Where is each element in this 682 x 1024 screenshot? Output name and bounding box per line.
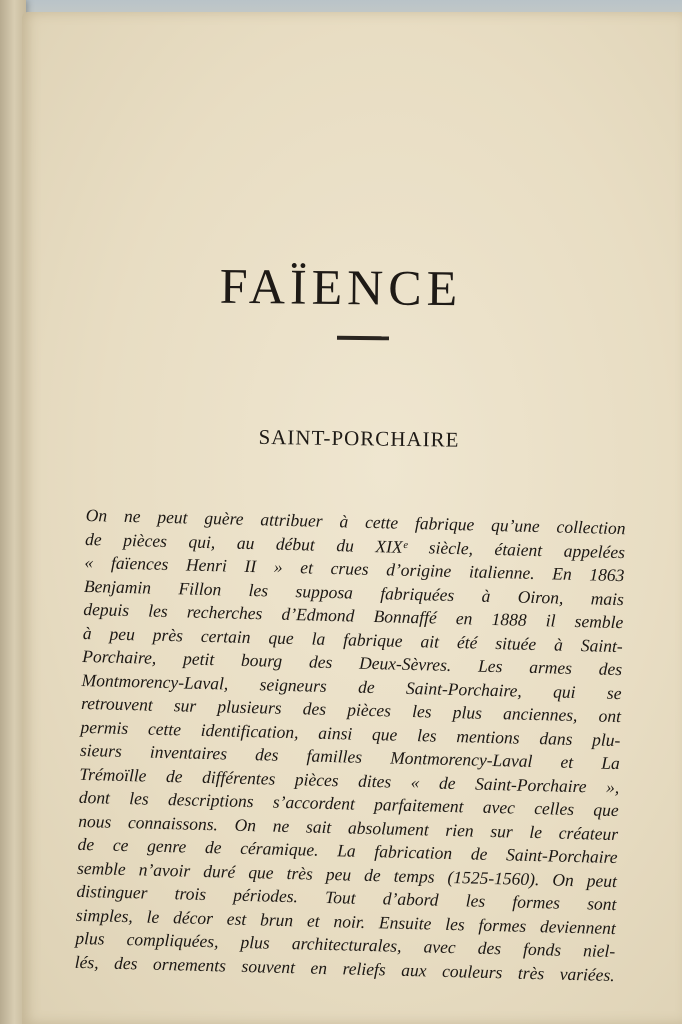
section-title: SAINT-PORCHAIRE xyxy=(258,424,460,452)
paragraph-line: à peu près certain que la fabrique ait été située à Saint- xyxy=(82,622,623,656)
paragraph-line: Porchaire, petit bourg des Deux-Sèvres. Les armes des xyxy=(82,645,623,680)
paragraph-line: depuis les recherches d’Edmond Bonnaffé en 1888 il semble xyxy=(83,598,624,633)
paragraph-line: plus compliquées, plus architecturales, avec des fonds niel- xyxy=(75,927,616,962)
paragraph-line: Montmorency-Laval, seigneurs de Saint-Porchaire, qui se xyxy=(81,669,622,703)
paragraph-line: Benjamin Fillon les supposa fabriquées à Oiron, mais xyxy=(83,575,625,609)
body-paragraph xyxy=(75,504,626,987)
paragraph-line: de ce genre de céramique. La fabrication de Saint-Porchaire xyxy=(77,833,618,868)
paragraph-line: nous connaissons. On ne sait absolument rien sur le créateur xyxy=(78,810,619,844)
paragraph-line: semble n’avoir duré que très peu de temps (1525-1560). On peut xyxy=(76,857,618,891)
paragraph-line: distinguer trois périodes. Tout d’abord les formes sont xyxy=(76,880,617,915)
paragraph-line: de pièces qui, au début du XIXᵉ siècle, étaient appelées xyxy=(84,528,626,562)
paragraph-line: Trémoïlle de différentes pièces dites « de Saint-Porchaire », xyxy=(79,763,620,797)
page-title: FAÏENCE xyxy=(219,257,463,317)
paragraph-line: sieurs inventaires des familles Montmorency-Laval et La xyxy=(79,739,621,774)
paragraph-line: lés, des ornements souvent en reliefs aux couleurs très variées. xyxy=(74,951,615,985)
paragraph-line: dont les descriptions s’accordent parfaitement avec celles que xyxy=(78,786,619,821)
paragraph-line: On ne peut guère attribuer à cette fabrique qu’une collection xyxy=(85,504,626,539)
paragraph-line: « faïences Henri II » et crues d’origine italienne. En 1863 xyxy=(84,551,625,586)
title-divider xyxy=(337,336,389,341)
paragraph-line: permis cette identification, ainsi que les mentions dans plu- xyxy=(80,716,621,750)
paragraph-line: retrouvent sur plusieurs des pièces les plus anciennes, ont xyxy=(80,692,622,727)
paragraph-line: simples, le décor est brun et noir. Ensuite les formes deviennent xyxy=(75,904,617,938)
